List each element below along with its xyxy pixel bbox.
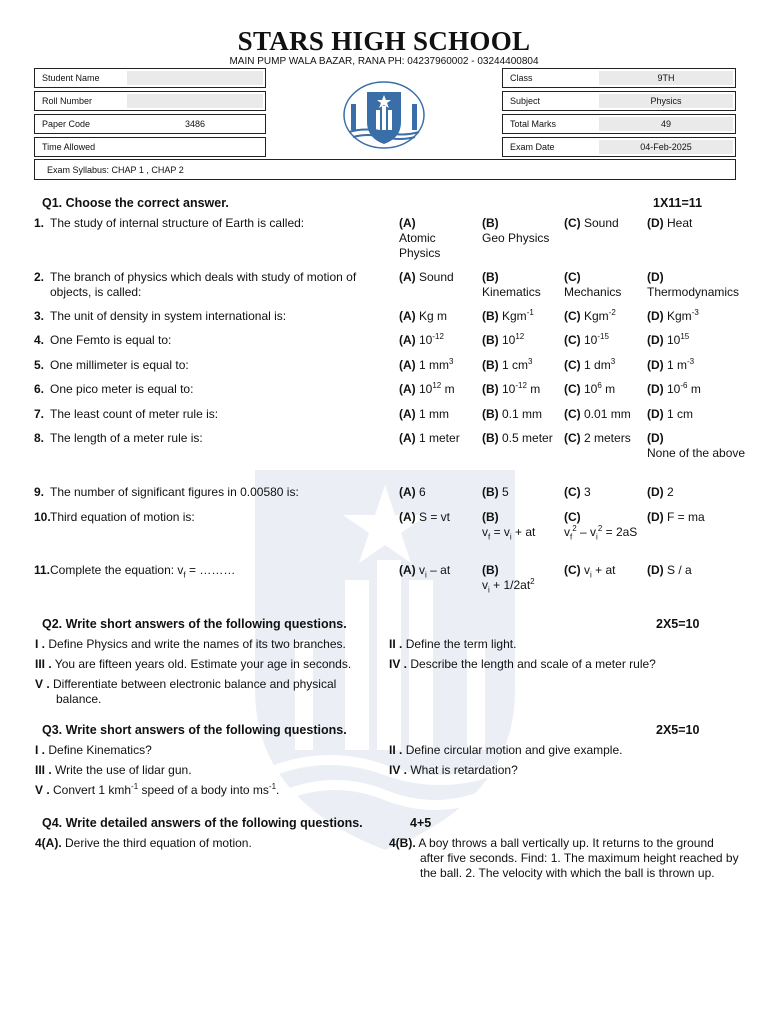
option-text: Kinematics xyxy=(482,285,541,299)
q2-item-ii xyxy=(389,637,749,652)
option-a xyxy=(399,382,479,397)
option-text: F = ma xyxy=(663,510,705,524)
option-letter: (B) xyxy=(482,407,499,421)
option-text: Sound xyxy=(580,216,619,230)
question-number: 3. xyxy=(34,309,45,323)
question-number: 11. xyxy=(34,563,51,577)
option-text: 1 mm xyxy=(415,407,450,421)
option-letter: (A) xyxy=(399,309,416,323)
option-letter: (A) xyxy=(399,485,416,499)
q3-item-i xyxy=(35,743,375,758)
option-text: $v_i$ + at xyxy=(580,563,616,580)
option-text: S = vt xyxy=(415,510,451,524)
option-text: 6 xyxy=(415,485,426,499)
q2-item-v xyxy=(35,677,355,707)
option-letter: (B) xyxy=(482,510,499,524)
option-letter: (D) xyxy=(647,563,664,577)
option-letter: (D) xyxy=(647,510,664,524)
exam-date-field xyxy=(502,137,736,157)
class-value: 9TH xyxy=(599,71,733,85)
option-letter: (A) xyxy=(399,382,416,396)
q3-item-iv xyxy=(389,763,749,778)
option-letter: (D) xyxy=(647,333,664,347)
option-text: S / a xyxy=(663,563,692,577)
option-text: Kg m xyxy=(415,309,448,323)
question-number: 1. xyxy=(34,216,45,230)
question-number: 4. xyxy=(34,333,45,347)
option-a xyxy=(399,407,479,422)
option-text: Kgm$^{-2}$ xyxy=(580,308,616,323)
item-number: 4(B). xyxy=(389,836,416,850)
option-text: 5 xyxy=(498,485,509,499)
option-d xyxy=(647,309,757,324)
option-text: $10^{-12}$ m xyxy=(498,381,541,396)
option-letter: (D) xyxy=(647,309,664,323)
total-marks-label: Total Marks xyxy=(510,119,557,129)
item-number: II . xyxy=(389,637,403,651)
option-text: None of the above xyxy=(647,446,746,460)
option-text: $v_i$ – at xyxy=(415,563,451,580)
item-text: Derive the third equation of motion. xyxy=(65,836,252,850)
option-letter: (D) xyxy=(647,270,664,284)
item-text: Differentiate between electronic balance and physical balance. xyxy=(53,677,337,706)
option-letter: (D) xyxy=(647,485,664,499)
option-text: Mechanics xyxy=(564,285,622,299)
question-stem: The unit of density in system international is: xyxy=(50,309,287,323)
question-number: 8. xyxy=(34,431,45,445)
option-letter: (B) xyxy=(482,270,499,284)
item-text: Define Physics and write the names of its two branches. xyxy=(48,637,346,651)
item-number: I . xyxy=(35,637,46,651)
q4-item-a xyxy=(35,836,375,851)
option-d xyxy=(647,510,757,525)
q1-marks: 1X11=11 xyxy=(653,196,703,210)
item-number: IV . xyxy=(389,763,408,777)
option-a xyxy=(399,485,479,500)
option-letter: (B) xyxy=(482,563,499,577)
option-letter: (B) xyxy=(482,485,499,499)
option-d xyxy=(647,333,757,348)
option-b xyxy=(482,333,562,348)
option-c xyxy=(564,270,646,300)
option-a xyxy=(399,333,479,348)
item-text: What is retardation? xyxy=(410,763,518,777)
option-letter: (C) xyxy=(564,485,581,499)
item-number: V . xyxy=(35,677,50,691)
option-c xyxy=(564,407,646,422)
option-text: 0.5 meter xyxy=(498,431,553,445)
student-name-value xyxy=(127,71,263,85)
question-stem: Complete the equation: $v_f$ = ……… xyxy=(50,563,236,580)
paper-code-field xyxy=(34,114,266,134)
option-a xyxy=(399,270,479,285)
q3-item-iii xyxy=(35,763,375,778)
item-text: A boy throws a ball vertically up. It returns to the ground after five seconds. Find: 1. The maximum height reached by the ball. 2. The velocity with which the ball is thrown up. xyxy=(418,836,739,880)
option-a xyxy=(399,431,479,446)
option-letter: (C) xyxy=(564,309,581,323)
option-b xyxy=(482,358,562,373)
exam-date-value: 04-Feb-2025 xyxy=(599,140,733,154)
option-letter: (D) xyxy=(647,431,664,445)
option-text: $v_i + 1/2at^2$ xyxy=(482,577,535,595)
option-letter: (C) xyxy=(564,382,581,396)
option-c xyxy=(564,382,646,397)
time-allowed-label: Time Allowed xyxy=(42,142,96,152)
option-letter: (D) xyxy=(647,407,664,421)
option-b xyxy=(482,510,562,540)
question-stem: One millimeter is equal to: xyxy=(50,358,189,372)
option-text: $10^{12}$ xyxy=(498,332,525,347)
option-text: 0.01 mm xyxy=(580,407,631,421)
option-d xyxy=(647,563,757,578)
question-stem: The length of a meter rule is: xyxy=(50,431,203,445)
option-text: Geo Physics xyxy=(482,231,550,245)
q4-item-b xyxy=(389,836,739,881)
roll-number-label: Roll Number xyxy=(42,96,93,106)
option-letter: (A) xyxy=(399,333,416,347)
option-text: $10^{-12}$ xyxy=(415,332,444,347)
option-b xyxy=(482,309,562,324)
q4-marks: 4+5 xyxy=(410,816,432,830)
q2-marks: 2X5=10 xyxy=(656,617,700,631)
item-text: Convert 1 kmh$^{-1}$ speed of a body into $ms^{-1}$. xyxy=(53,782,280,797)
option-text: 1 cm xyxy=(663,407,694,421)
question-stem: The branch of physics which deals with study of motion of objects, is called: xyxy=(50,270,357,299)
option-letter: (C) xyxy=(564,270,581,284)
question-number: 7. xyxy=(34,407,45,421)
time-allowed-value xyxy=(127,140,263,154)
option-letter: (B) xyxy=(482,382,499,396)
option-b xyxy=(482,270,562,300)
item-number: III . xyxy=(35,763,52,777)
option-d xyxy=(647,485,757,500)
paper-code-value: 3486 xyxy=(184,119,206,129)
exam-syllabus: Exam Syllabus: CHAP 1 , CHAP 2 xyxy=(34,159,736,180)
question-stem: The study of internal structure of Earth is called: xyxy=(50,216,305,230)
option-a xyxy=(399,510,479,525)
item-number: I . xyxy=(35,743,46,757)
option-a xyxy=(399,563,479,578)
option-d xyxy=(647,431,757,461)
option-text: $10^{-15}$ xyxy=(580,332,609,347)
option-b xyxy=(482,485,562,500)
item-text: Describe the length and scale of a meter rule? xyxy=(410,657,656,671)
subject-field xyxy=(502,91,736,111)
option-letter: (C) xyxy=(564,510,581,524)
option-text: Kgm$^{-1}$ xyxy=(498,308,534,323)
option-letter: (C) xyxy=(564,407,581,421)
class-label: Class xyxy=(510,73,533,83)
question-number: 9. xyxy=(34,485,45,499)
option-a xyxy=(399,216,479,261)
item-text: Define circular motion and give example. xyxy=(405,743,623,757)
option-letter: (C) xyxy=(564,563,581,577)
option-c xyxy=(564,216,646,231)
option-text: 1 $dm^3$ xyxy=(580,357,616,372)
question-number: 2. xyxy=(34,270,45,284)
roll-number-field xyxy=(34,91,266,111)
option-d xyxy=(647,216,757,231)
option-b xyxy=(482,563,562,593)
option-letter: (B) xyxy=(482,333,499,347)
q4-heading: Q4. Write detailed answers of the following questions. xyxy=(42,816,363,830)
option-letter: (D) xyxy=(647,382,664,396)
option-text: Thermodynamics xyxy=(647,285,740,299)
option-d xyxy=(647,358,757,373)
option-letter: (A) xyxy=(399,510,416,524)
option-a xyxy=(399,358,479,373)
option-d xyxy=(647,382,757,397)
roll-number-value xyxy=(127,94,263,108)
option-a xyxy=(399,309,479,324)
item-number: III . xyxy=(35,657,52,671)
option-c xyxy=(564,563,646,578)
q3-item-ii xyxy=(389,743,749,758)
item-text: Define the term light. xyxy=(405,637,517,651)
option-d xyxy=(647,407,757,422)
option-text: 0.1 mm xyxy=(498,407,543,421)
header xyxy=(0,26,768,68)
option-text: Atomic Physics xyxy=(399,231,441,260)
option-c xyxy=(564,309,646,324)
option-text: 1 meter xyxy=(415,431,460,445)
option-text: Heat xyxy=(663,216,693,230)
option-b xyxy=(482,382,562,397)
option-text: $10^{12}$ m xyxy=(415,381,455,396)
total-marks-field xyxy=(502,114,736,134)
option-text: $v_f = v_i$ + at xyxy=(482,525,536,542)
option-letter: (C) xyxy=(564,431,581,445)
option-letter: (D) xyxy=(647,216,664,230)
option-text: 3 xyxy=(580,485,591,499)
option-b xyxy=(482,407,562,422)
option-letter: (A) xyxy=(399,216,416,230)
option-text: $10^{-6}$ m xyxy=(663,381,701,396)
q3-marks: 2X5=10 xyxy=(656,723,700,737)
q2-item-i xyxy=(35,637,375,652)
option-b xyxy=(482,216,562,246)
option-d xyxy=(647,270,757,300)
school-logo-icon xyxy=(343,80,425,150)
option-letter: (A) xyxy=(399,431,416,445)
question-stem: The least count of meter rule is: xyxy=(50,407,219,421)
q2-item-iv xyxy=(389,657,749,672)
option-text: 2 xyxy=(663,485,674,499)
option-letter: (D) xyxy=(647,358,664,372)
q3-item-v xyxy=(35,783,375,798)
item-number: 4(A). xyxy=(35,836,62,850)
q2-heading: Q2. Write short answers of the following questions. xyxy=(42,617,347,631)
item-text: Write the use of lidar gun. xyxy=(55,763,192,777)
option-letter: (A) xyxy=(399,407,416,421)
student-name-field xyxy=(34,68,266,88)
option-b xyxy=(482,431,562,446)
option-letter: (B) xyxy=(482,431,499,445)
item-number: IV . xyxy=(389,657,408,671)
option-text: 1 $cm^3$ xyxy=(498,357,533,372)
option-text: $10^{15}$ xyxy=(663,332,690,347)
q2-item-iii xyxy=(35,657,380,672)
option-letter: (B) xyxy=(482,216,499,230)
option-text: 1 $m^{-3}$ xyxy=(663,357,695,372)
option-text: 2 meters xyxy=(580,431,631,445)
option-letter: (C) xyxy=(564,333,581,347)
item-number: V . xyxy=(35,783,50,797)
option-letter: (A) xyxy=(399,270,416,284)
total-marks-value: 49 xyxy=(599,117,733,131)
question-stem: Third equation of motion is: xyxy=(50,510,195,524)
school-name: STARS HIGH SCHOOL xyxy=(237,26,531,56)
student-name-label: Student Name xyxy=(42,73,100,83)
question-stem: One Femto is equal to: xyxy=(50,333,172,347)
question-number: 10. xyxy=(34,510,51,524)
option-letter: (C) xyxy=(564,216,581,230)
option-c xyxy=(564,510,646,540)
option-c xyxy=(564,358,646,373)
school-address: MAIN PUMP WALA BAZAR, RANA PH: 04237960002 - 03244400804 xyxy=(229,56,539,67)
paper-code-label: Paper Code xyxy=(42,119,91,129)
subject-label: Subject xyxy=(510,96,541,106)
question-number: 6. xyxy=(34,382,45,396)
option-text: 1 $mm^3$ xyxy=(415,357,454,372)
question-stem: The number of significant figures in 0.00580 is: xyxy=(50,485,299,499)
class-field xyxy=(502,68,736,88)
option-letter: (A) xyxy=(399,563,416,577)
question-stem: One pico meter is equal to: xyxy=(50,382,194,396)
item-number: II . xyxy=(389,743,403,757)
option-c xyxy=(564,431,646,446)
option-c xyxy=(564,485,646,500)
q3-heading: Q3. Write short answers of the following questions. xyxy=(42,723,347,737)
option-text: $10^6$ m xyxy=(580,381,616,396)
question-number: 5. xyxy=(34,358,45,372)
option-c xyxy=(564,333,646,348)
option-letter: (A) xyxy=(399,358,416,372)
option-letter: (B) xyxy=(482,358,499,372)
time-allowed-field xyxy=(34,137,266,157)
item-text: You are fifteen years old. Estimate your age in seconds. xyxy=(54,657,352,671)
option-letter: (C) xyxy=(564,358,581,372)
item-text: Define Kinematics? xyxy=(48,743,152,757)
q1-heading: Q1. Choose the correct answer. xyxy=(42,196,229,210)
option-text: $v_f^2 - v_i^2 = 2aS$ xyxy=(564,524,638,542)
option-text: Kgm$^{-3}$ xyxy=(663,308,699,323)
option-text: Sound xyxy=(415,270,454,284)
option-letter: (B) xyxy=(482,309,499,323)
subject-value: Physics xyxy=(599,94,733,108)
exam-date-label: Exam Date xyxy=(510,142,555,152)
